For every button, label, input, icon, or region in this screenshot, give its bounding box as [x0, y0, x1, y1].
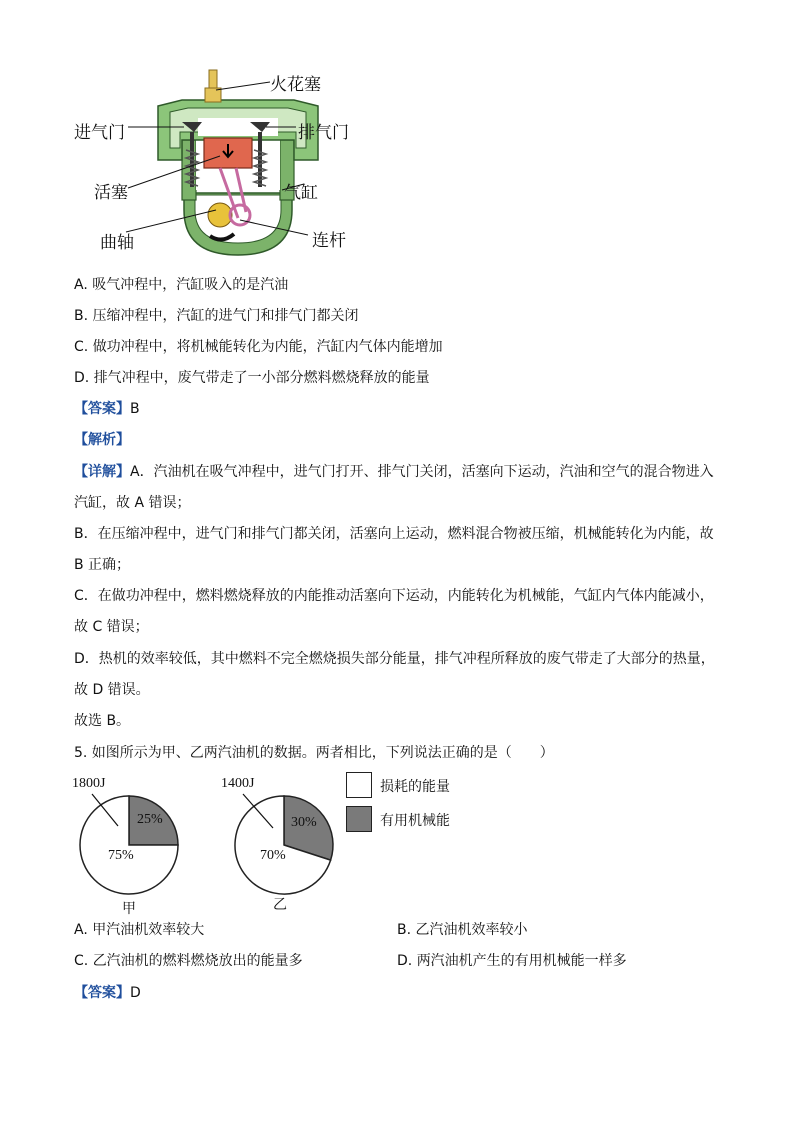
option-letter: A.	[74, 922, 88, 938]
slice-label-loss: 75%	[108, 848, 134, 863]
connecting-rod-label: 连杆	[312, 231, 346, 251]
q5-answer	[74, 984, 141, 1002]
legend-label: 有用机械能	[380, 813, 450, 829]
legend-swatch	[346, 772, 372, 798]
option-letter: C.	[74, 953, 89, 969]
q5-option-c	[74, 952, 303, 970]
option-letter: C.	[74, 339, 89, 355]
option-text: 乙汽油机效率较小	[415, 922, 528, 938]
option-text: 排气冲程中，废气带走了一小部分燃料燃烧释放的能量	[93, 370, 430, 386]
legend-item	[346, 806, 496, 834]
option-text: 吸气冲程中，汽缸吸入的是汽油	[92, 277, 289, 293]
detail-line: D．热机的效率较低，其中燃料不完全燃烧损失部分能量，排气冲程所释放的废气带走了大部分的热量，	[74, 651, 715, 667]
q5-option-d	[397, 952, 627, 970]
detail-text: A．汽油机在吸气冲程中，进气门打开、排气门关闭，活塞向下运动，汽油和空气的混合物进入	[130, 464, 714, 480]
option-text: 压缩冲程中，汽缸的进气门和排气门都关闭	[92, 308, 359, 324]
detail-line: 故 D 错误。	[74, 682, 150, 698]
detail-line: 故选 B。	[74, 713, 131, 729]
q4-option-d	[74, 369, 430, 387]
pie-title: 乙	[273, 898, 287, 913]
engine-diagram	[70, 60, 360, 260]
slice-label-loss: 70%	[260, 848, 286, 863]
answer-tag: 【答案】	[74, 985, 130, 1001]
detail-line: 汽缸，故 A 错误；	[74, 495, 191, 511]
option-letter: D.	[397, 953, 413, 969]
answer-tag: 【答案】	[74, 401, 130, 417]
pie-chart-yi	[215, 770, 355, 915]
spark-plug-label: 火花塞	[270, 75, 321, 95]
detail-line: C．在做功冲程中，燃料燃烧释放的内能推动活塞向下运动，内能转化为机械能，气缸内气体内能减小，	[74, 588, 714, 604]
detail-line: 故 C 错误；	[74, 619, 149, 635]
analysis-tag: 【解析】	[74, 432, 130, 448]
answer-value: D	[130, 985, 141, 1001]
q4-option-b	[74, 307, 359, 325]
option-text: 做功冲程中，将机械能转化为内能，汽缸内气体内能增加	[92, 339, 443, 355]
detail-line	[74, 463, 714, 481]
chart-legend	[346, 772, 496, 840]
legend-item	[346, 772, 496, 800]
slice-label-useful: 30%	[291, 815, 317, 830]
pie-title: 甲	[122, 902, 136, 917]
q4-answer	[74, 400, 140, 418]
q5-stem: 5. 如图所示为甲、乙两汽油机的数据。两者相比，下列说法正确的是（ ）	[74, 745, 554, 761]
slice-label-useful: 25%	[137, 812, 163, 827]
legend-swatch	[346, 806, 372, 832]
option-text: 两汽油机产生的有用机械能一样多	[416, 953, 627, 969]
option-letter: B.	[397, 922, 412, 938]
detail-tag: 【详解】	[74, 464, 130, 480]
legend-label: 损耗的能量	[380, 779, 450, 795]
q5-option-a	[74, 921, 204, 939]
q4-analysis	[74, 431, 130, 449]
detail-line: B．在压缩冲程中，进气门和排气门都关闭，活塞向上运动，燃料混合物被压缩，机械能转化为内能，故	[74, 526, 714, 542]
option-text: 乙汽油机的燃料燃烧放出的能量多	[92, 953, 303, 969]
detail-line: B 正确；	[74, 557, 131, 573]
option-text: 甲汽油机效率较大	[92, 922, 205, 938]
exhaust-valve-label: 排气门	[298, 123, 349, 143]
q5-option-b	[397, 921, 528, 939]
piston-label: 活塞	[94, 183, 128, 203]
answer-value: B	[130, 401, 140, 417]
option-letter: A.	[74, 277, 88, 293]
pie-pointer	[60, 770, 200, 915]
q4-option-c	[74, 338, 443, 356]
cylinder-label: 气缸	[284, 183, 318, 203]
pie-total-label: 1400J	[221, 776, 255, 791]
intake-valve-label: 进气门	[74, 123, 125, 143]
pie-chart-jia	[60, 770, 200, 915]
pie-total-label: 1800J	[72, 776, 106, 791]
crankshaft-label: 曲轴	[100, 233, 134, 253]
option-letter: B.	[74, 308, 89, 324]
q4-option-a	[74, 276, 288, 294]
option-letter: D.	[74, 370, 90, 386]
